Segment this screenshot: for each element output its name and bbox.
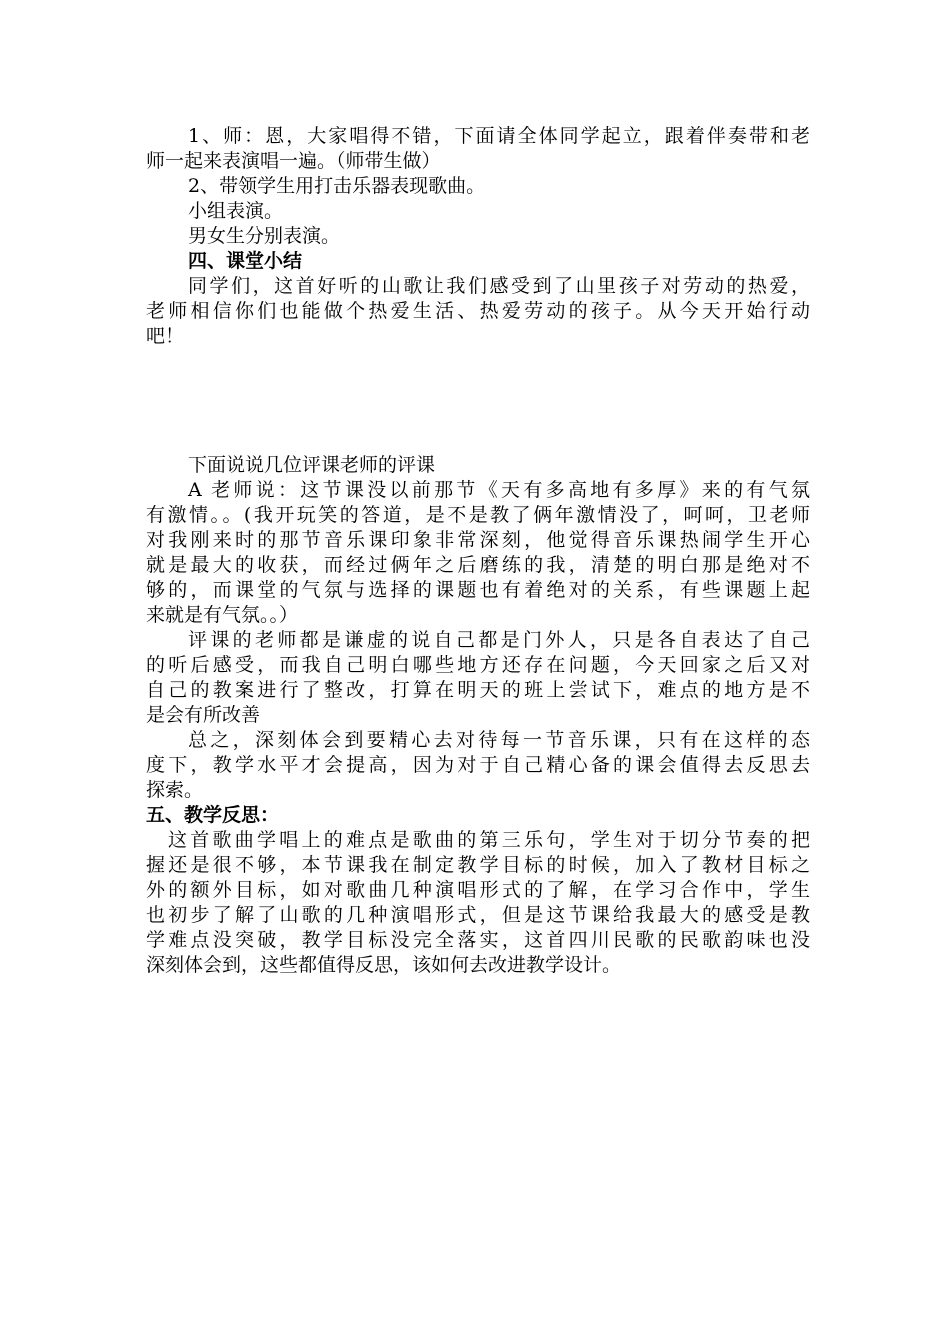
text-line: 1、师：恩，大家唱得不错，下面请全体同学起立，跟着伴奏带和老 <box>188 125 810 147</box>
text-line: 度下，教学水平才会提高，因为对于自己精心备的课会值得去反思去 <box>146 754 810 776</box>
text-line: A 老师说：这节课没以前那节《天有多高地有多厚》来的有气氛 <box>188 479 810 501</box>
section-heading: 五、教学反思： <box>146 804 280 826</box>
text-line: 探索。 <box>146 779 204 801</box>
text-line: 够的，而课堂的气氛与选择的课题也有着绝对的关系，有些课题上起 <box>146 579 810 601</box>
text-line: 男女生分别表演。 <box>188 225 341 247</box>
text-line: 握还是很不够，本节课我在制定教学目标的时候，加入了教材目标之 <box>146 854 810 876</box>
text-line: 小组表演。 <box>188 200 284 222</box>
text-line: 的听后感受，而我自己明白哪些地方还存在问题，今天回家之后又对 <box>146 654 810 676</box>
text-line: 学难点没突破，教学目标没完全落实，这首四川民歌的民歌韵味也没 <box>146 929 810 951</box>
text-line: 有激情。。(我开玩笑的答道，是不是教了俩年激情没了，呵呵，卫老师 <box>146 504 810 526</box>
text-line: 下面说说几位评课老师的评课 <box>188 454 436 476</box>
text-line: 自己的教案进行了整改，打算在明天的班上尝试下，难点的地方是不 <box>146 679 810 701</box>
text-line: 2、带领学生用打击乐器表现歌曲。 <box>188 175 486 197</box>
document-page <box>146 124 810 978</box>
text-line: 也初步了解了山歌的几种演唱形式，但是这节课给我最大的感受是教 <box>146 904 810 926</box>
blank-space <box>146 349 810 453</box>
text-line: 这首歌曲学唱上的难点是歌曲的第三乐句，学生对于切分节奏的把 <box>168 829 810 851</box>
text-line: 老师相信你们也能做个热爱生活、热爱劳动的孩子。从今天开始行动 <box>146 300 810 322</box>
text-line: 深刻体会到，这些都值得反思，该如何去改进教学设计。 <box>146 954 622 976</box>
text-line: 外的额外目标，如对歌曲几种演唱形式的了解，在学习合作中，学生 <box>146 879 810 901</box>
text-line: 对我刚来时的那节音乐课印象非常深刻，他觉得音乐课热闹学生开心 <box>146 529 810 551</box>
text-line: 吧！ <box>146 325 185 347</box>
text-line: 来就是有气氛。。） <box>146 604 299 626</box>
text-line: 评课的老师都是谦虚的说自己都是门外人，只是各自表达了自己 <box>188 629 810 651</box>
text-line: 就是最大的收获，而经过俩年之后磨练的我，清楚的明白那是绝对不 <box>146 554 810 576</box>
section-heading: 四、课堂小结 <box>188 250 303 272</box>
text-line: 同学们，这首好听的山歌让我们感受到了山里孩子对劳动的热爱， <box>188 275 810 297</box>
text-line: 总之，深刻体会到要精心去对待每一节音乐课，只有在这样的态 <box>188 729 810 751</box>
text-line: 是会有所改善 <box>146 704 261 726</box>
text-line: 师一起来表演唱一遍。（师带生做） <box>146 150 441 172</box>
